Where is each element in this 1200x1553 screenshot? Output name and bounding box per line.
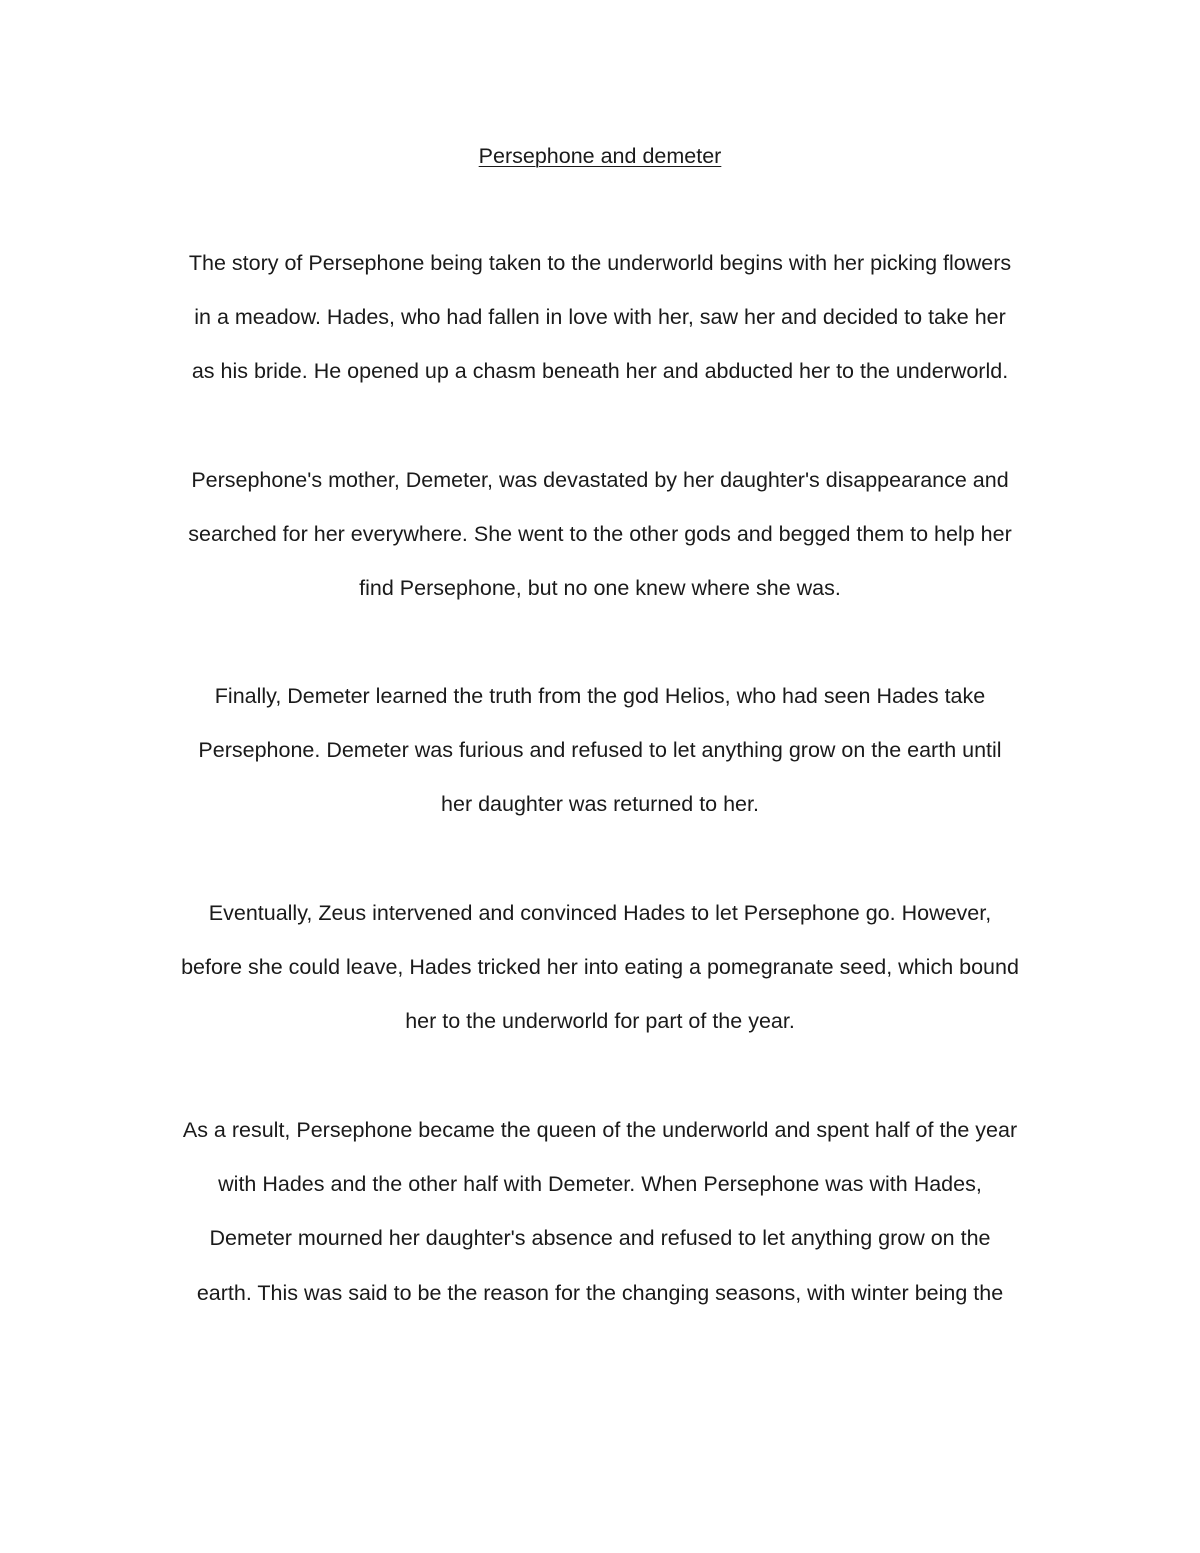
paragraph-line: earth. This was said to be the reason for the changing seasons, with winter being the [196, 1280, 1004, 1305]
paragraph-line: with Hades and the other half with Demeter. When Persephone was with Hades, [218, 1172, 982, 1197]
paragraph-line: her to the underworld for part of the year. [405, 1009, 795, 1034]
paragraph-seasons [130, 1103, 1070, 1320]
document-title: Persephone and demeter [478, 144, 722, 168]
paragraph-line: in a meadow. Hades, who had fallen in love with her, saw her and decided to take her [194, 305, 1006, 330]
paragraph-line: The story of Persephone being taken to the underworld begins with her picking flowers [188, 251, 1012, 275]
paragraph-demeter-search [130, 453, 1070, 616]
paragraph-zeus-intervenes [130, 886, 1070, 1049]
paragraph-line: find Persephone, but no one knew where she was. [359, 576, 841, 601]
paragraph-line: As a result, Persephone became the queen of the underworld and spent half of the year [182, 1118, 1018, 1142]
paragraph-helios-truth [130, 669, 1070, 832]
paragraph-line: Finally, Demeter learned the truth from the god Helios, who had seen Hades take [214, 684, 986, 708]
paragraph-line: Demeter mourned her daughter's absence and refused to let anything grow on the [209, 1226, 991, 1251]
paragraph-line: her daughter was returned to her. [441, 792, 759, 817]
paragraph-line: Eventually, Zeus intervened and convinced Hades to let Persephone go. However, [208, 901, 992, 925]
paragraph-line: as his bride. He opened up a chasm beneath her and abducted her to the underworld. [191, 359, 1009, 384]
paragraph-line: Persephone. Demeter was furious and refused to let anything grow on the earth until [198, 738, 1002, 763]
paragraph-abduction [130, 236, 1070, 399]
paragraph-line: Persephone's mother, Demeter, was devastated by her daughter's disappearance and [191, 468, 1009, 492]
paragraph-line: searched for her everywhere. She went to the other gods and begged them to help her [188, 522, 1012, 547]
paragraph-line: before she could leave, Hades tricked her into eating a pomegranate seed, which bound [181, 955, 1019, 980]
